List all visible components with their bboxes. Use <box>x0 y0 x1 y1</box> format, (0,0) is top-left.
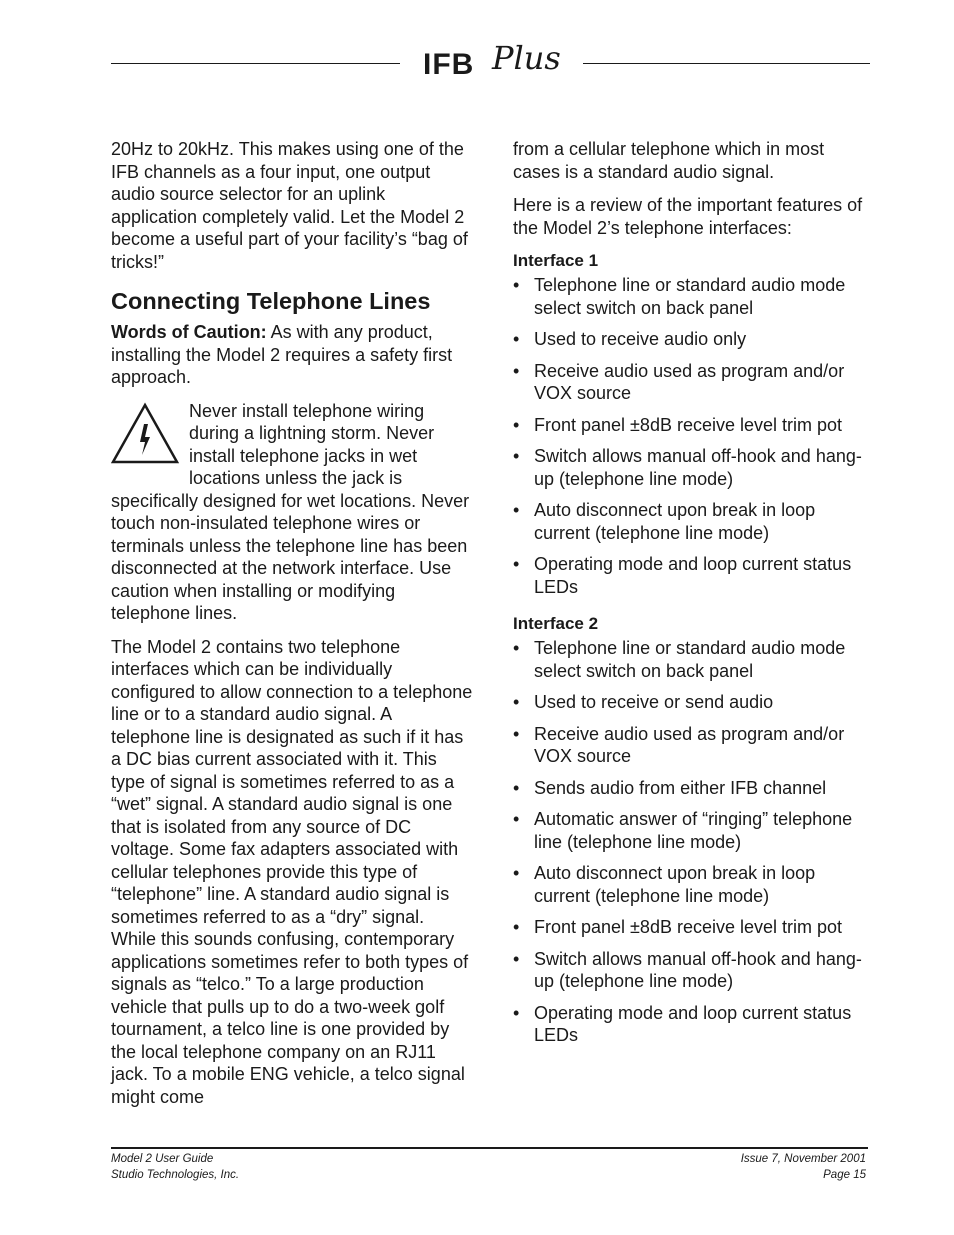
list-item <box>513 1002 873 1047</box>
lightning-warning-icon <box>111 402 183 470</box>
list-item <box>513 499 873 544</box>
right-column <box>513 138 873 1062</box>
list-item-text: Receive audio used as program and/or VOX source <box>534 723 845 766</box>
footer-left <box>111 1152 239 1183</box>
bullet-icon: • <box>513 948 520 969</box>
bullet-icon: • <box>513 360 520 381</box>
list-item <box>513 637 873 682</box>
lightning-warning <box>111 400 473 625</box>
list-item-text: Switch allows manual off-hook and hang-up (telephone line mode) <box>534 446 862 489</box>
list-item <box>513 445 873 490</box>
review-paragraph: Here is a review of the important features of the Model 2’s telephone interfaces: <box>513 195 863 238</box>
list-item-text: Auto disconnect upon break in loop current (telephone line mode) <box>534 863 816 906</box>
left-column <box>111 138 473 1119</box>
list-item-text: Sends audio from either IFB channel <box>534 777 827 798</box>
list-item <box>513 916 873 939</box>
list-item-text: Operating mode and loop current status LEDs <box>534 554 852 597</box>
footer-document-title: Model 2 User Guide <box>111 1153 214 1165</box>
logo-ifb-text: IFB <box>423 48 475 81</box>
list-item-text: Receive audio used as program and/or VOX source <box>534 360 845 403</box>
list-item <box>513 723 873 768</box>
body-paragraph: The Model 2 contains two telephone interfaces which can be individually configured to allow connection to a telephone line or to a standard audio signal. A telephone line is designated as such if it has a DC bias current associated with it. This type of signal is sometimes referred to as a “wet” signal. A standard audio signal is one that is isolated from any source of DC voltage. Some fax adapters associated with cellular telephones provide this type of “telephone” line. A standard audio signal is sometimes referred to as a “dry” signal. While this sounds confusing, contemporary applications sometimes refer to both types of signals as “telco.” To a large production vehicle that pulls up to do a two-week golf tournament, a telco line is one provided by the local telephone company on an RJ11 jack. To a mobile ENG vehicle, a telco signal might come <box>111 636 473 1107</box>
intro-paragraph: 20Hz to 20kHz. This makes using one of the IFB channels as a four input, one output audio source selector for an uplink application completely valid. Let the Model 2 become a useful part of your facility’s “bag of tricks!” <box>111 139 468 272</box>
interface-2-heading: Interface 2 <box>513 614 599 633</box>
interface-1-heading: Interface 1 <box>513 251 599 270</box>
footer-issue: Issue 7, November 2001 <box>740 1153 866 1165</box>
list-item <box>513 553 873 598</box>
list-item <box>513 808 873 853</box>
list-item <box>513 274 873 319</box>
list-item <box>513 691 873 714</box>
footer-rule <box>111 1147 868 1149</box>
ifb-plus-logo <box>423 40 563 86</box>
caution-text: As with any product, installing the Model 2 requires a safety first approach. <box>111 322 453 387</box>
header-rule-left <box>111 63 400 64</box>
warning-text: Never install telephone wiring during a lightning storm. Never install telephone jacks in wet locations unless the jack is specifically designed for wet locations. Never touch non-insulated telephone wires or terminals unless the telephone line has been disconnected at the network interface. Use caution when installing or modifying telephone lines. <box>111 400 470 623</box>
footer-page-number: Page 15 <box>823 1168 866 1181</box>
footer-company: Studio Technologies, Inc. <box>111 1168 240 1181</box>
bullet-icon: • <box>513 1002 520 1023</box>
bullet-icon: • <box>513 917 520 937</box>
list-item-text: Telephone line or standard audio mode select switch on back panel <box>534 275 846 318</box>
list-item-text: Used to receive or send audio <box>534 692 774 712</box>
list-item <box>513 360 873 405</box>
header-rule-right <box>583 63 870 64</box>
interface-2-list <box>513 637 873 1047</box>
bullet-icon: • <box>513 500 520 520</box>
bullet-icon: • <box>513 446 520 466</box>
interface-1-list <box>513 274 873 598</box>
bullet-icon: • <box>513 329 520 349</box>
section-title: Connecting Telephone Lines <box>111 288 431 314</box>
bullet-icon: • <box>513 723 520 744</box>
list-item <box>513 328 873 351</box>
bullet-icon: • <box>513 554 520 574</box>
bullet-icon: • <box>513 692 520 712</box>
bullet-icon: • <box>513 777 520 798</box>
footer-right <box>741 1152 866 1183</box>
list-item-text: Auto disconnect upon break in loop current (telephone line mode) <box>534 500 816 543</box>
list-item <box>513 862 873 907</box>
list-item-text: Operating mode and loop current status LEDs <box>534 1002 852 1045</box>
list-item-text: Automatic answer of “ringing” telephone line (telephone line mode) <box>534 809 853 852</box>
bullet-icon: • <box>513 863 520 883</box>
bullet-icon: • <box>513 638 520 658</box>
list-item-text: Telephone line or standard audio mode select switch on back panel <box>534 638 846 681</box>
list-item <box>513 414 873 437</box>
list-item-text: Front panel ±8dB receive level trim pot <box>534 414 843 435</box>
caution-lead: Words of Caution: <box>111 322 267 342</box>
bullet-icon: • <box>513 414 520 435</box>
bullet-icon: • <box>513 275 520 295</box>
list-item-text: Front panel ±8dB receive level trim pot <box>534 917 843 937</box>
caution-paragraph <box>111 321 473 389</box>
bullet-icon: • <box>513 809 520 829</box>
logo-plus-script: Plus <box>492 39 561 77</box>
continued-paragraph: from a cellular telephone which in most cases is a standard audio signal. <box>513 139 825 182</box>
list-item-text: Used to receive audio only <box>534 329 747 349</box>
list-item <box>513 948 873 993</box>
list-item-text: Switch allows manual off-hook and hang-up (telephone line mode) <box>534 948 862 991</box>
list-item <box>513 777 873 800</box>
